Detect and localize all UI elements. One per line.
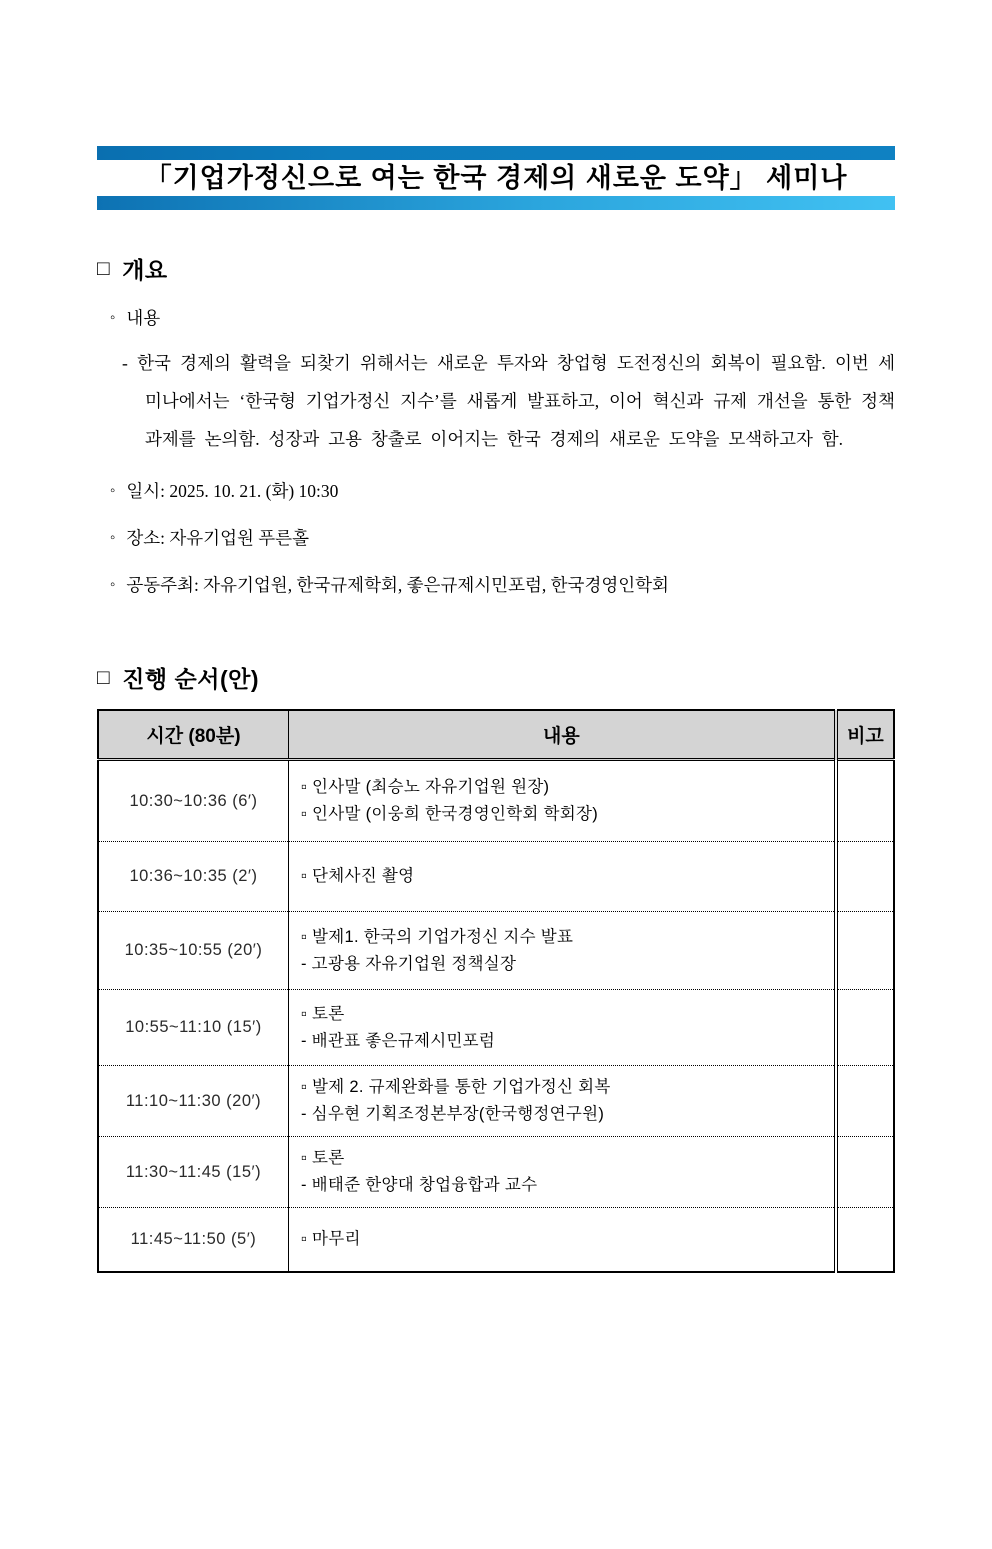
overview-paragraph: - 한국 경제의 활력을 되찾기 위해서는 새로운 투자와 창업형 도전정신의 회복이 필요함. 이번 세미나에서는 ‘한국형 기업가정신 지수’를 새롭게 발표하고, 이어 혁신과 규제 개선을 통한 정책 과제를 논의함. 성장과 고용 창출로 이어지는 한국 경제의 새로운 도약을 모색하고자 함. [122, 353, 895, 449]
agenda-time-cell: 10:30~10:36 (6′) [98, 760, 288, 842]
agenda-content-cell [288, 760, 835, 842]
overview-section [97, 305, 895, 599]
circle-bullet-icon: ◦ [110, 577, 116, 593]
agenda-line: ▫ 인사말 (이웅희 한국경영인학회 학회장) [300, 805, 599, 823]
agenda-time-cell: 11:10~11:30 (20′) [98, 1066, 288, 1137]
agenda-note-cell [836, 1066, 894, 1137]
circle-bullet-icon: ◦ [110, 310, 116, 326]
col-header-note: 비고 [836, 710, 894, 760]
agenda-note-cell [836, 1137, 894, 1208]
agenda-content-cell [288, 842, 835, 912]
agenda-note-cell [836, 912, 894, 990]
agenda-row [98, 842, 894, 912]
cohosts-text: 공동주최: 자유기업원, 한국규제학회, 좋은규제시민포럼, 한국경영인학회 [126, 575, 669, 595]
document-body [97, 252, 895, 1273]
agenda-note-cell [836, 990, 894, 1066]
agenda-content-cell [288, 1137, 835, 1208]
agenda-header-row [98, 710, 894, 760]
datetime-text: 일시: 2025. 10. 21. (화) 10:30 [126, 481, 339, 501]
agenda-line: ▫ 단체사진 촬영 [300, 867, 415, 885]
agenda-line: ▫ 토론 [300, 1149, 345, 1167]
venue-text: 장소: 자유기업원 푸른홀 [126, 528, 309, 548]
banner-top-bar [97, 146, 895, 160]
overview-item-venue [110, 525, 895, 552]
agenda-line: ▫ 마무리 [300, 1229, 361, 1248]
agenda-line: - 고광용 자유기업원 정책실장 [300, 954, 517, 973]
agenda-row [98, 1066, 894, 1137]
agenda-time-cell: 10:35~10:55 (20′) [98, 912, 288, 990]
agenda-row [98, 1137, 894, 1208]
agenda-content-cell [288, 1208, 835, 1272]
overview-content-label [110, 305, 895, 332]
agenda-time-cell: 11:45~11:50 (5′) [98, 1208, 288, 1272]
overview-heading [97, 252, 895, 285]
banner-bottom-bar [97, 196, 895, 210]
agenda-row [98, 1208, 894, 1272]
agenda-content-cell [288, 1066, 835, 1137]
agenda-content-cell [288, 990, 835, 1066]
overview-item-cohosts [110, 572, 895, 599]
agenda-note-cell [836, 760, 894, 842]
circle-bullet-icon: ◦ [110, 530, 116, 546]
square-marker-icon: □ [97, 666, 111, 689]
overview-item-datetime [110, 478, 895, 505]
agenda-line: ▫ 발제 2. 규제완화를 통한 기업가정신 회복 [300, 1078, 611, 1096]
agenda-line: - 배태준 한양대 창업융합과 교수 [300, 1176, 538, 1194]
agenda-time-cell: 10:55~11:10 (15′) [98, 990, 288, 1066]
agenda-line: - 배관표 좋은규제시민포럼 [300, 1031, 496, 1050]
agenda-row [98, 760, 894, 842]
agenda-heading [97, 661, 895, 694]
agenda-content-cell [288, 912, 835, 990]
agenda-time-cell: 11:30~11:45 (15′) [98, 1137, 288, 1208]
agenda-table [97, 709, 895, 1273]
agenda-note-cell [836, 1208, 894, 1272]
agenda-row [98, 912, 894, 990]
agenda-heading-label: 진행 순서(안) [122, 666, 259, 692]
overview-content-label-text: 내용 [126, 308, 161, 328]
agenda-line: ▫ 토론 [300, 1004, 345, 1023]
circle-bullet-icon: ◦ [110, 483, 116, 499]
overview-heading-label: 개요 [122, 257, 168, 283]
col-header-content: 내용 [288, 710, 835, 760]
seminar-title: 「기업가정신으로 여는 한국 경제의 새로운 도약」 세미나 [144, 163, 848, 193]
agenda-note-cell [836, 842, 894, 912]
col-header-time: 시간 (80분) [98, 710, 288, 760]
agenda-time-cell: 10:36~10:35 (2′) [98, 842, 288, 912]
agenda-line: ▫ 발제1. 한국의 기업가정신 지수 발표 [300, 927, 574, 946]
agenda-line: ▫ 인사말 (최승노 자유기업원 원장) [300, 778, 550, 796]
agenda-line: - 심우현 기획조정본부장(한국행정연구원) [300, 1105, 605, 1123]
title-banner [97, 146, 895, 210]
document-page [0, 146, 992, 1549]
square-marker-icon: □ [97, 257, 111, 280]
agenda-row [98, 990, 894, 1066]
